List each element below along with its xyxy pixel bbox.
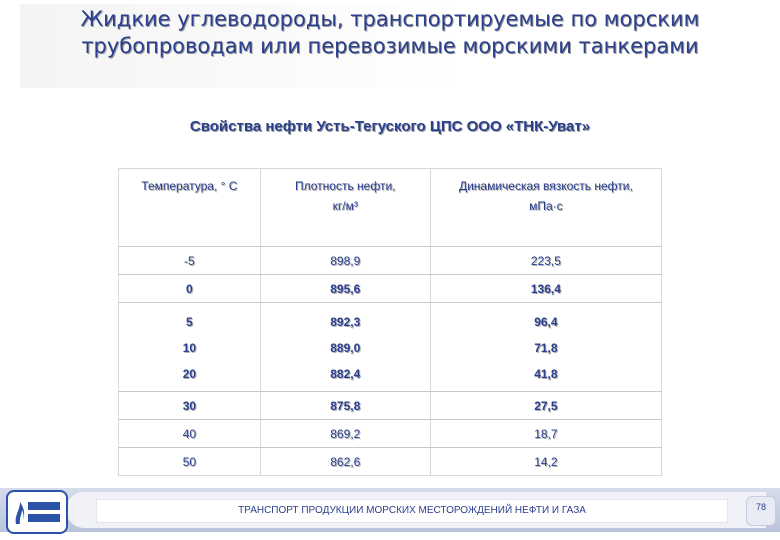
cell-density: 895,6 [260, 275, 430, 303]
header-density-text: Плотность нефти, кг/м³ [295, 179, 396, 213]
table-row [119, 448, 662, 476]
header-viscosity [430, 169, 661, 247]
header-viscosity-text: Динамическая вязкость нефти, мПа·с [458, 179, 633, 213]
slide-title: Жидкие углеводороды, транспортируемые по морским трубопроводам или перевозимые морскими танкерами [80, 7, 700, 58]
cell-value: 882,4 [330, 367, 361, 381]
cell-density [260, 303, 430, 392]
footer-title: ТРАНСПОРТ ПРОДУКЦИИ МОРСКИХ МЕСТОРОЖДЕНИЙ НЕФТИ И ГАЗА [96, 499, 728, 523]
cell-temperature: 30 [119, 392, 261, 420]
cell-temperature: -5 [119, 247, 261, 275]
cell-viscosity: 14,2 [430, 448, 661, 476]
cell-viscosity: 18,7 [430, 420, 661, 448]
cell-density: 875,8 [260, 392, 430, 420]
table-row [119, 392, 662, 420]
table-row [119, 420, 662, 448]
cell-value: 5 [186, 315, 193, 329]
cell-temperature: 50 [119, 448, 261, 476]
cell-density: 869,2 [260, 420, 430, 448]
cell-value: 20 [182, 367, 197, 381]
gazprom-flame-icon [8, 492, 66, 532]
cell-density: 862,6 [260, 448, 430, 476]
cell-viscosity: 136,4 [430, 275, 661, 303]
table-row [119, 303, 662, 392]
table-row [119, 275, 662, 303]
cell-value: 889,0 [330, 341, 361, 355]
cell-value: 71,8 [534, 341, 558, 355]
cell-density: 898,9 [260, 247, 430, 275]
header-density [260, 169, 430, 247]
cell-value: 41,8 [534, 367, 558, 381]
cell-value: 96,4 [534, 315, 558, 329]
table-caption: Свойства нефти Усть-Тегуского ЦПС ООО «ТНК-Уват» [189, 118, 591, 135]
gazprom-logo [6, 490, 68, 534]
table-row [119, 247, 662, 275]
oil-properties-table [118, 168, 662, 476]
cell-temperature: 0 [119, 275, 261, 303]
cell-viscosity [430, 303, 661, 392]
cell-value: 10 [182, 341, 197, 355]
table-header-row [119, 169, 662, 247]
cell-viscosity: 27,5 [430, 392, 661, 420]
cell-viscosity: 223,5 [430, 247, 661, 275]
cell-temperature: 40 [119, 420, 261, 448]
header-temperature: Температура, ° С [119, 169, 261, 247]
cell-value: 892,3 [330, 315, 361, 329]
page-number: 78 [746, 496, 776, 526]
table-body [119, 247, 662, 476]
cell-temperature [119, 303, 261, 392]
